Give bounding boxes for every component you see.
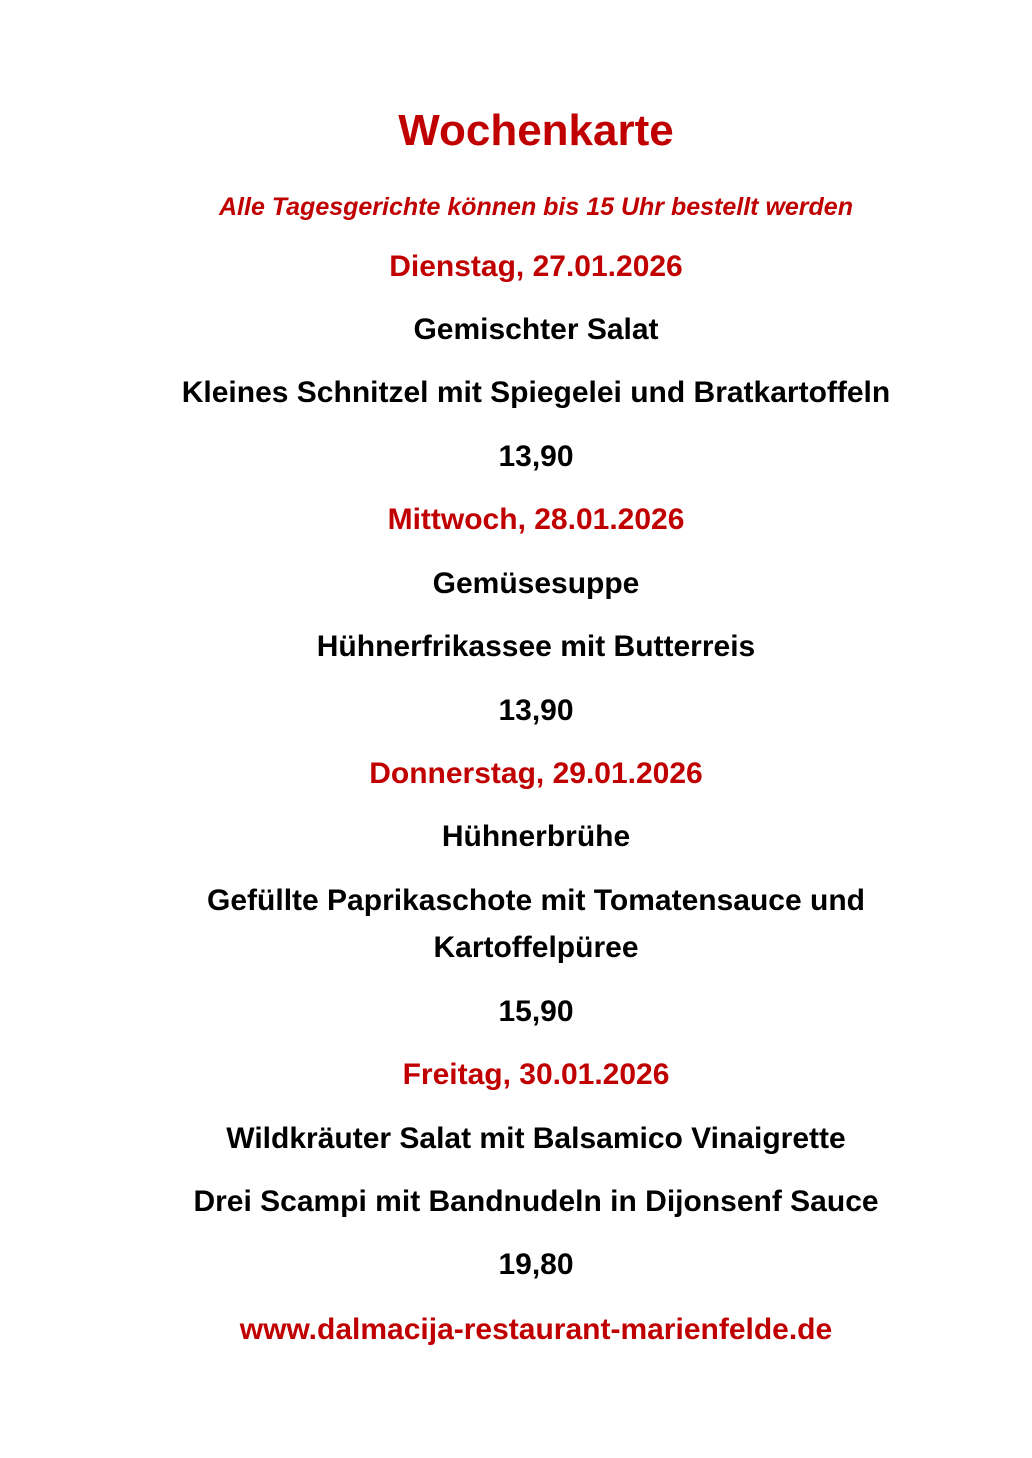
starter-thursday: Hühnerbrühe	[441, 820, 631, 853]
starter-friday: Wildkräuter Salat mit Balsamico Vinaigrette	[226, 1122, 846, 1155]
price-thursday: 15,90	[498, 995, 574, 1028]
starter-wednesday: Gemüsesuppe	[432, 567, 640, 600]
day-heading-wednesday: Mittwoch, 28.01.2026	[387, 503, 685, 536]
menu-subtitle: Alle Tagesgerichte können bis 15 Uhr bestellt werden	[219, 193, 853, 221]
page-title: Wochenkarte	[398, 106, 674, 155]
main-dish-friday: Drei Scampi mit Bandnudeln in Dijonsenf Sauce	[193, 1185, 879, 1218]
day-heading-friday: Freitag, 30.01.2026	[402, 1058, 670, 1091]
price-friday: 19,80	[498, 1248, 574, 1281]
main-dish-thursday-line2: Kartoffelpüree	[433, 931, 639, 964]
main-dish-tuesday: Kleines Schnitzel mit Spiegelei und Bratkartoffeln	[181, 376, 891, 409]
day-heading-tuesday: Dienstag, 27.01.2026	[389, 250, 683, 283]
starter-tuesday: Gemischter Salat	[413, 313, 659, 346]
website-link[interactable]: www.dalmacija-restaurant-marienfelde.de	[239, 1313, 833, 1346]
price-tuesday: 13,90	[498, 440, 574, 473]
price-wednesday: 13,90	[498, 694, 574, 727]
main-dish-wednesday: Hühnerfrikassee mit Butterreis	[316, 630, 756, 663]
day-heading-thursday: Donnerstag, 29.01.2026	[369, 757, 703, 790]
main-dish-thursday-line1: Gefüllte Paprikaschote mit Tomatensauce und	[207, 884, 865, 917]
